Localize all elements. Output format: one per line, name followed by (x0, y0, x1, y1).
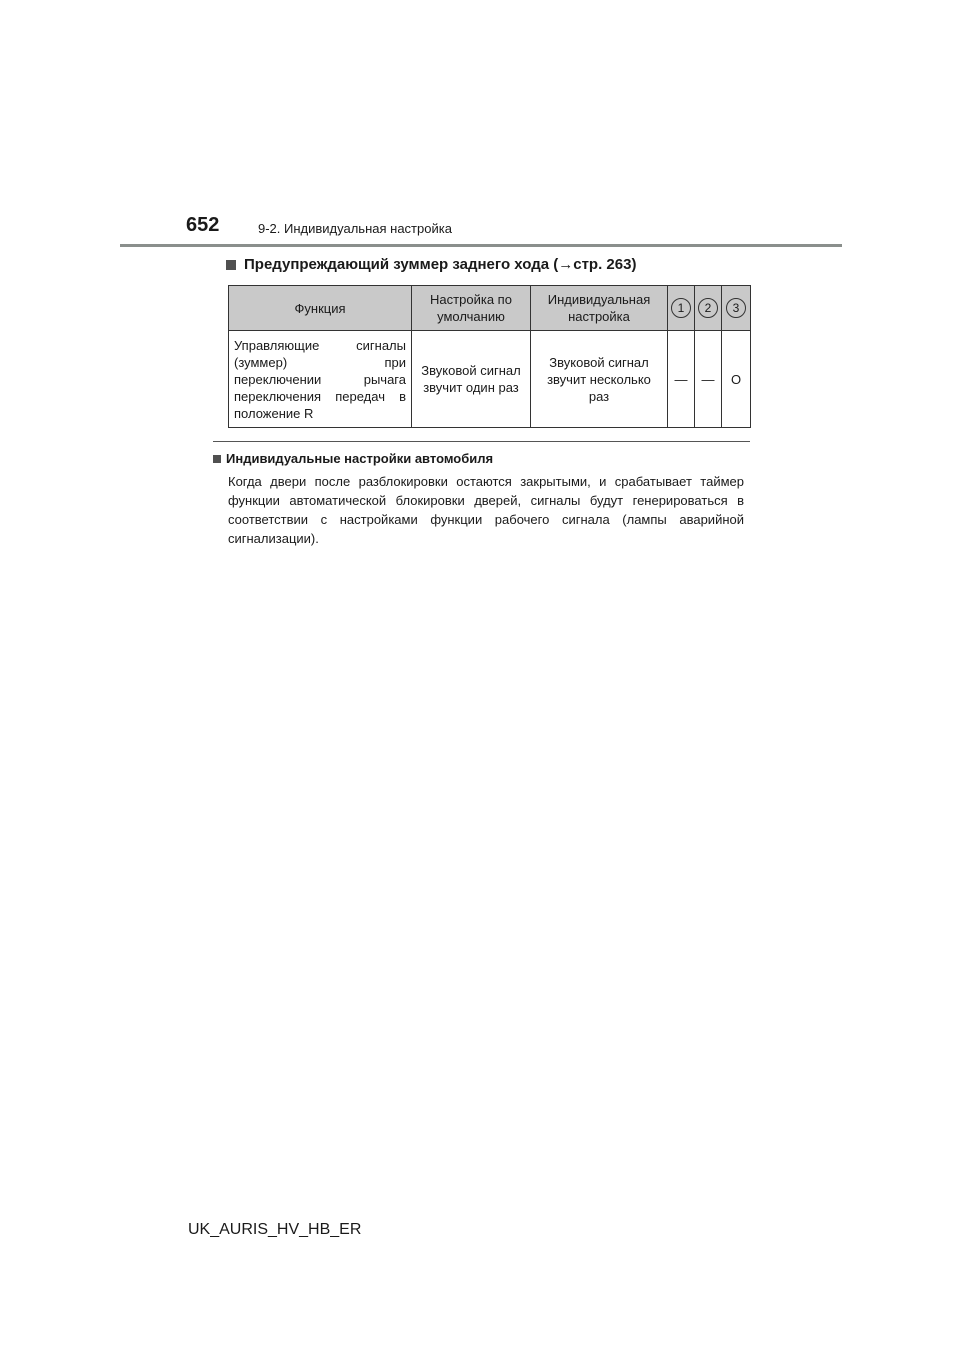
header-custom-line: Индивидуальная (547, 292, 651, 307)
cell-mark-1: — (668, 331, 695, 428)
default-line: Звуковой сигнал (421, 363, 521, 378)
note-line: соответствии с настройками функции рабочего сигнала (лампы аварийной (228, 512, 744, 527)
custom-line: Звуковой сигнал (549, 354, 649, 370)
header-custom (531, 286, 668, 331)
section-divider (213, 441, 750, 442)
cell-custom (531, 331, 668, 428)
cell-mark-2: — (695, 331, 722, 428)
page-number: 652 (186, 214, 220, 236)
heading-page-ref: стр. 263) (573, 256, 637, 273)
note-line: сигнализации). (228, 531, 319, 546)
header-num-3 (722, 286, 751, 331)
table-header-row (229, 286, 751, 331)
function-line: переключении рычага (234, 371, 406, 387)
circled-number-2-icon: 2 (698, 298, 718, 318)
heading (226, 256, 636, 273)
note-title-text: Индивидуальные настройки автомобиля (226, 451, 494, 466)
header-default (412, 286, 531, 331)
heading-text: Предупреждающий зуммер заднего хода ( (244, 256, 559, 273)
function-line: Управляющие сигналы (234, 337, 406, 353)
cell-mark-3: O (722, 331, 751, 428)
cell-function (229, 331, 412, 428)
function-line: переключения передач в (234, 388, 406, 404)
note-title (213, 451, 493, 466)
square-bullet-icon (226, 260, 236, 270)
note-line: Когда двери после разблокировки остаются закрытыми, и срабатывает таймер (228, 474, 744, 489)
header-default-line: Настройка по (430, 292, 512, 307)
section-header: 9-2. Индивидуальная настройка (258, 221, 452, 236)
circled-number-3-icon: 3 (726, 298, 746, 318)
arrow-icon: → (558, 256, 574, 273)
function-line: положение R (234, 405, 314, 421)
default-line: звучит один раз (423, 380, 519, 395)
function-line: (зуммер) при (234, 354, 406, 370)
square-bullet-icon (213, 455, 221, 463)
table-row (229, 331, 751, 428)
settings-table (228, 285, 751, 428)
header-default-line: умолчанию (437, 309, 505, 324)
header-num-1 (668, 286, 695, 331)
note-text (228, 472, 744, 548)
custom-line: звучит несколько (547, 371, 651, 387)
document-footer: UK_AURIS_HV_HB_ER (188, 1221, 362, 1238)
note-line: функции автоматической блокировки дверей, сигналы будут генерироваться в (228, 493, 744, 508)
header-custom-line: настройка (568, 309, 630, 324)
circled-number-1-icon: 1 (671, 298, 691, 318)
cell-default (412, 331, 531, 428)
custom-line: раз (588, 388, 610, 404)
header-function: Функция (229, 286, 412, 331)
header-num-2 (695, 286, 722, 331)
header-rule (120, 244, 842, 247)
